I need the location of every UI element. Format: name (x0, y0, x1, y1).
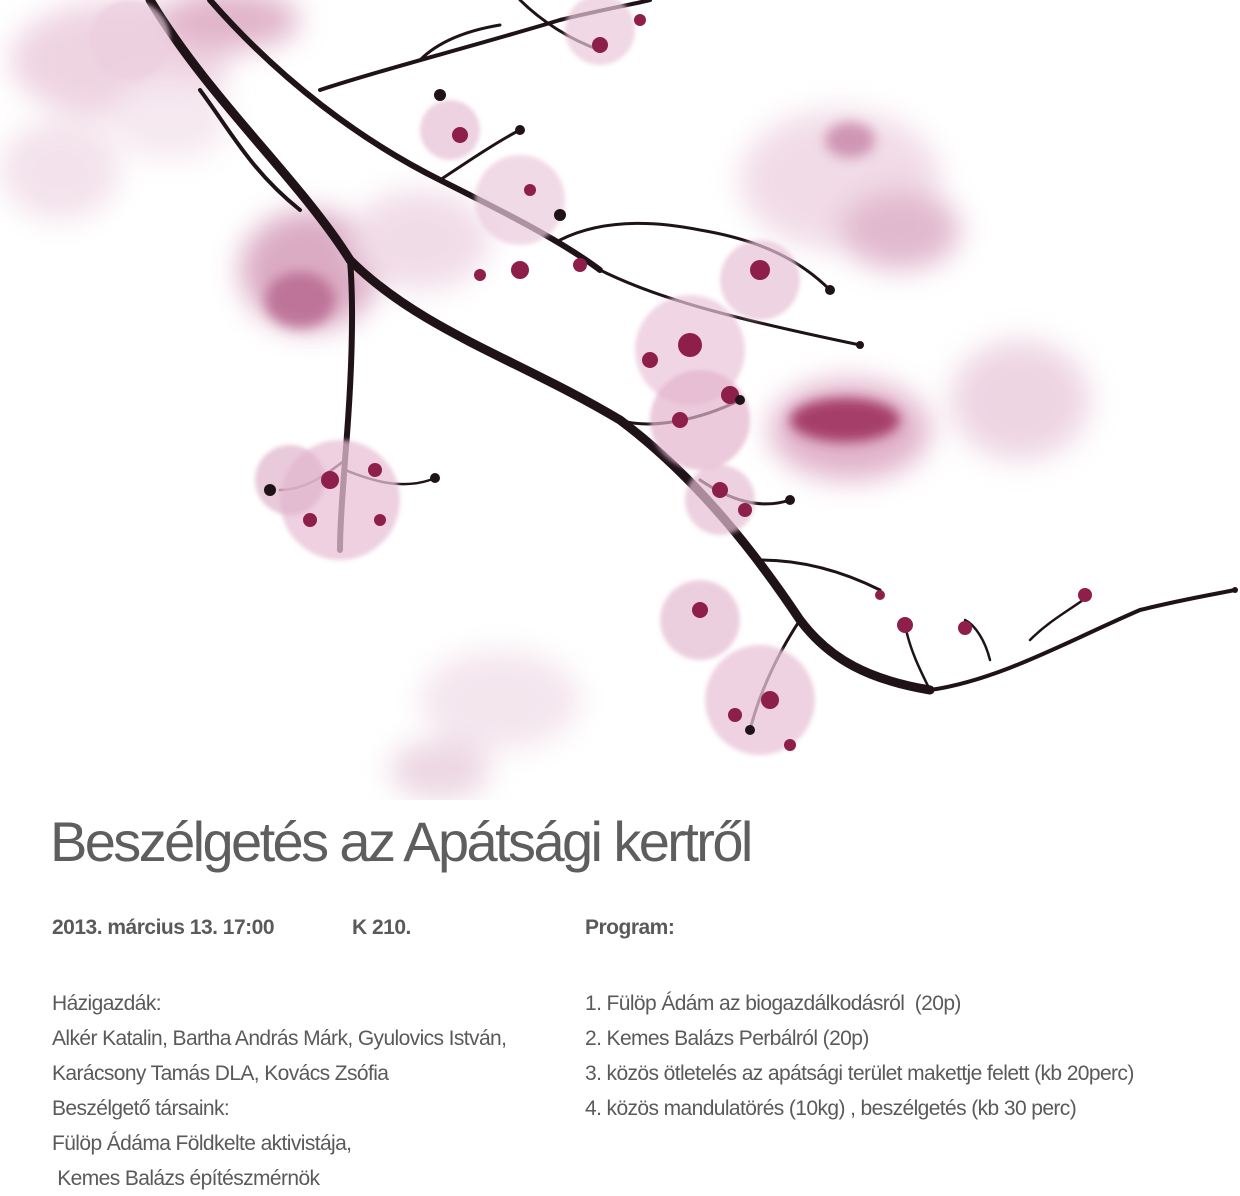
program-list (585, 986, 1134, 1126)
page-title: Beszélgetés az Apátsági kertről (50, 810, 751, 873)
partners-heading: Beszélgető társaink: (52, 1097, 230, 1120)
program-heading: Program: (585, 916, 675, 939)
program-item: 1. Fülöp Ádám az biogazdálkodásról (20p) (585, 992, 961, 1015)
partners-line: Kemes Balázs építészmérnök (52, 1167, 320, 1190)
program-item: 4. közös mandulatörés (10kg) , beszélgetés (kb 30 perc) (585, 1097, 1077, 1120)
partners-line: Fülöp Ádáma Földkelte aktivistája, (52, 1132, 352, 1155)
participants-section (52, 986, 506, 1196)
program-item: 2. Kemes Balázs Perbálról (20p) (585, 1027, 869, 1050)
event-room: K 210. (352, 916, 411, 939)
hosts-line: Alkér Katalin, Bartha András Márk, Gyulovics István, (52, 1027, 507, 1050)
program-item: 3. közös ötletelés az apátsági terület makettje felett (kb 20perc) (585, 1062, 1134, 1085)
hosts-line: Karácsony Tamás DLA, Kovács Zsófia (52, 1062, 389, 1085)
hosts-heading: Házigazdák: (52, 992, 161, 1015)
event-date-time: 2013. március 13. 17:00 (52, 916, 275, 939)
